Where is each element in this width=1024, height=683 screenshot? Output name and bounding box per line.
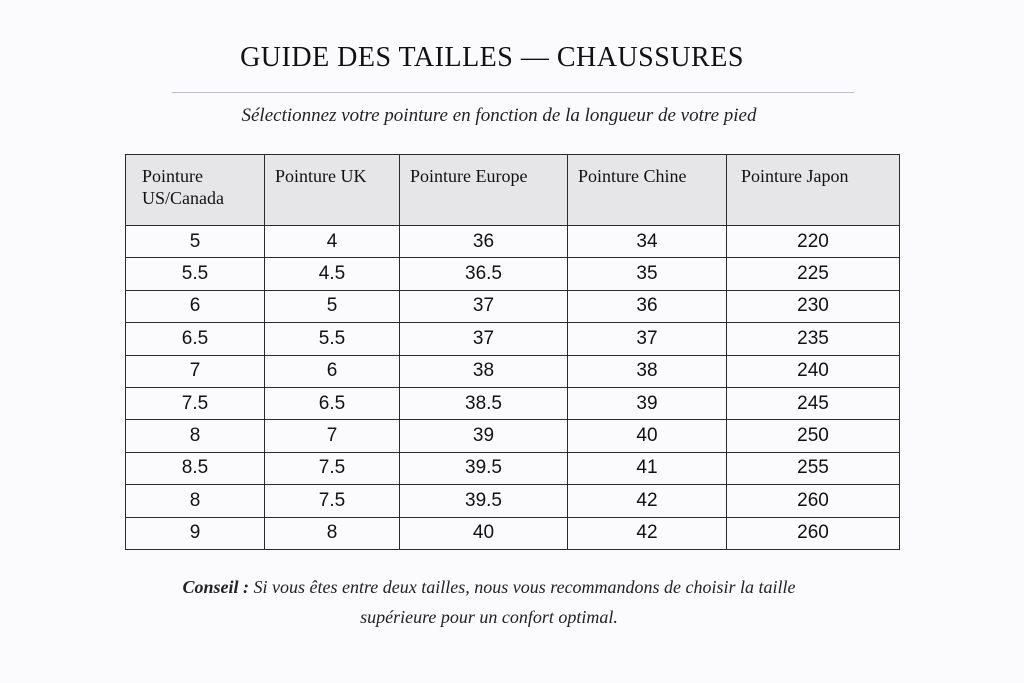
cell-europe: 40 [400, 517, 568, 549]
cell-china: 36 [568, 290, 727, 322]
cell-japan: 260 [727, 485, 900, 517]
size-chart-table [125, 154, 900, 550]
table-row [126, 226, 900, 258]
cell-uk: 6 [265, 355, 400, 387]
cell-us: 8.5 [126, 452, 265, 484]
cell-us: 7 [126, 355, 265, 387]
column-header-japan: Pointure Japon [727, 155, 900, 226]
table-row [126, 323, 900, 355]
cell-china: 40 [568, 420, 727, 452]
cell-europe: 39.5 [400, 485, 568, 517]
cell-japan: 255 [727, 452, 900, 484]
table-row [126, 387, 900, 419]
cell-uk: 7.5 [265, 452, 400, 484]
cell-us: 6 [126, 290, 265, 322]
cell-japan: 260 [727, 517, 900, 549]
table-row [126, 452, 900, 484]
cell-china: 39 [568, 387, 727, 419]
cell-europe: 38.5 [400, 387, 568, 419]
cell-us: 5.5 [126, 258, 265, 290]
advice-text-line1: Si vous êtes entre deux tailles, nous vous recommandons de choisir la taille [253, 577, 796, 597]
cell-japan: 240 [727, 355, 900, 387]
table-row [126, 258, 900, 290]
cell-uk: 5 [265, 290, 400, 322]
cell-uk: 5.5 [265, 323, 400, 355]
advice-label: Conseil : [182, 577, 249, 597]
cell-japan: 225 [727, 258, 900, 290]
cell-uk: 4 [265, 226, 400, 258]
cell-uk: 8 [265, 517, 400, 549]
cell-china: 38 [568, 355, 727, 387]
cell-uk: 7.5 [265, 485, 400, 517]
advice-text-line2: supérieure pour un confort optimal. [360, 607, 618, 627]
cell-europe: 36.5 [400, 258, 568, 290]
cell-japan: 235 [727, 323, 900, 355]
cell-china: 35 [568, 258, 727, 290]
advice-note [0, 572, 978, 632]
cell-europe: 38 [400, 355, 568, 387]
table-row [126, 290, 900, 322]
cell-china: 37 [568, 323, 727, 355]
cell-china: 41 [568, 452, 727, 484]
cell-europe: 39 [400, 420, 568, 452]
cell-uk: 4.5 [265, 258, 400, 290]
cell-us: 8 [126, 420, 265, 452]
cell-us: 8 [126, 485, 265, 517]
cell-china: 42 [568, 485, 727, 517]
cell-uk: 7 [265, 420, 400, 452]
cell-europe: 39.5 [400, 452, 568, 484]
cell-japan: 245 [727, 387, 900, 419]
column-header-uk: Pointure UK [265, 155, 400, 226]
cell-uk: 6.5 [265, 387, 400, 419]
cell-europe: 37 [400, 323, 568, 355]
cell-europe: 36 [400, 226, 568, 258]
page-title: GUIDE DES TAILLES — CHAUSSURES [240, 42, 744, 73]
page-subtitle: Sélectionnez votre pointure en fonction de la longueur de votre pied [241, 105, 757, 126]
cell-japan: 230 [727, 290, 900, 322]
cell-us: 6.5 [126, 323, 265, 355]
cell-china: 42 [568, 517, 727, 549]
cell-us: 7.5 [126, 387, 265, 419]
cell-japan: 220 [727, 226, 900, 258]
cell-japan: 250 [727, 420, 900, 452]
cell-china: 34 [568, 226, 727, 258]
column-header-china: Pointure Chine [568, 155, 727, 226]
cell-us: 5 [126, 226, 265, 258]
table-row [126, 420, 900, 452]
table-header-row [126, 155, 900, 226]
title-divider [172, 92, 854, 93]
table-row [126, 355, 900, 387]
cell-europe: 37 [400, 290, 568, 322]
table-row [126, 517, 900, 549]
cell-us: 9 [126, 517, 265, 549]
column-header-europe: Pointure Europe [400, 155, 568, 226]
column-header-us: Pointure US/Canada [126, 155, 265, 226]
table-row [126, 485, 900, 517]
